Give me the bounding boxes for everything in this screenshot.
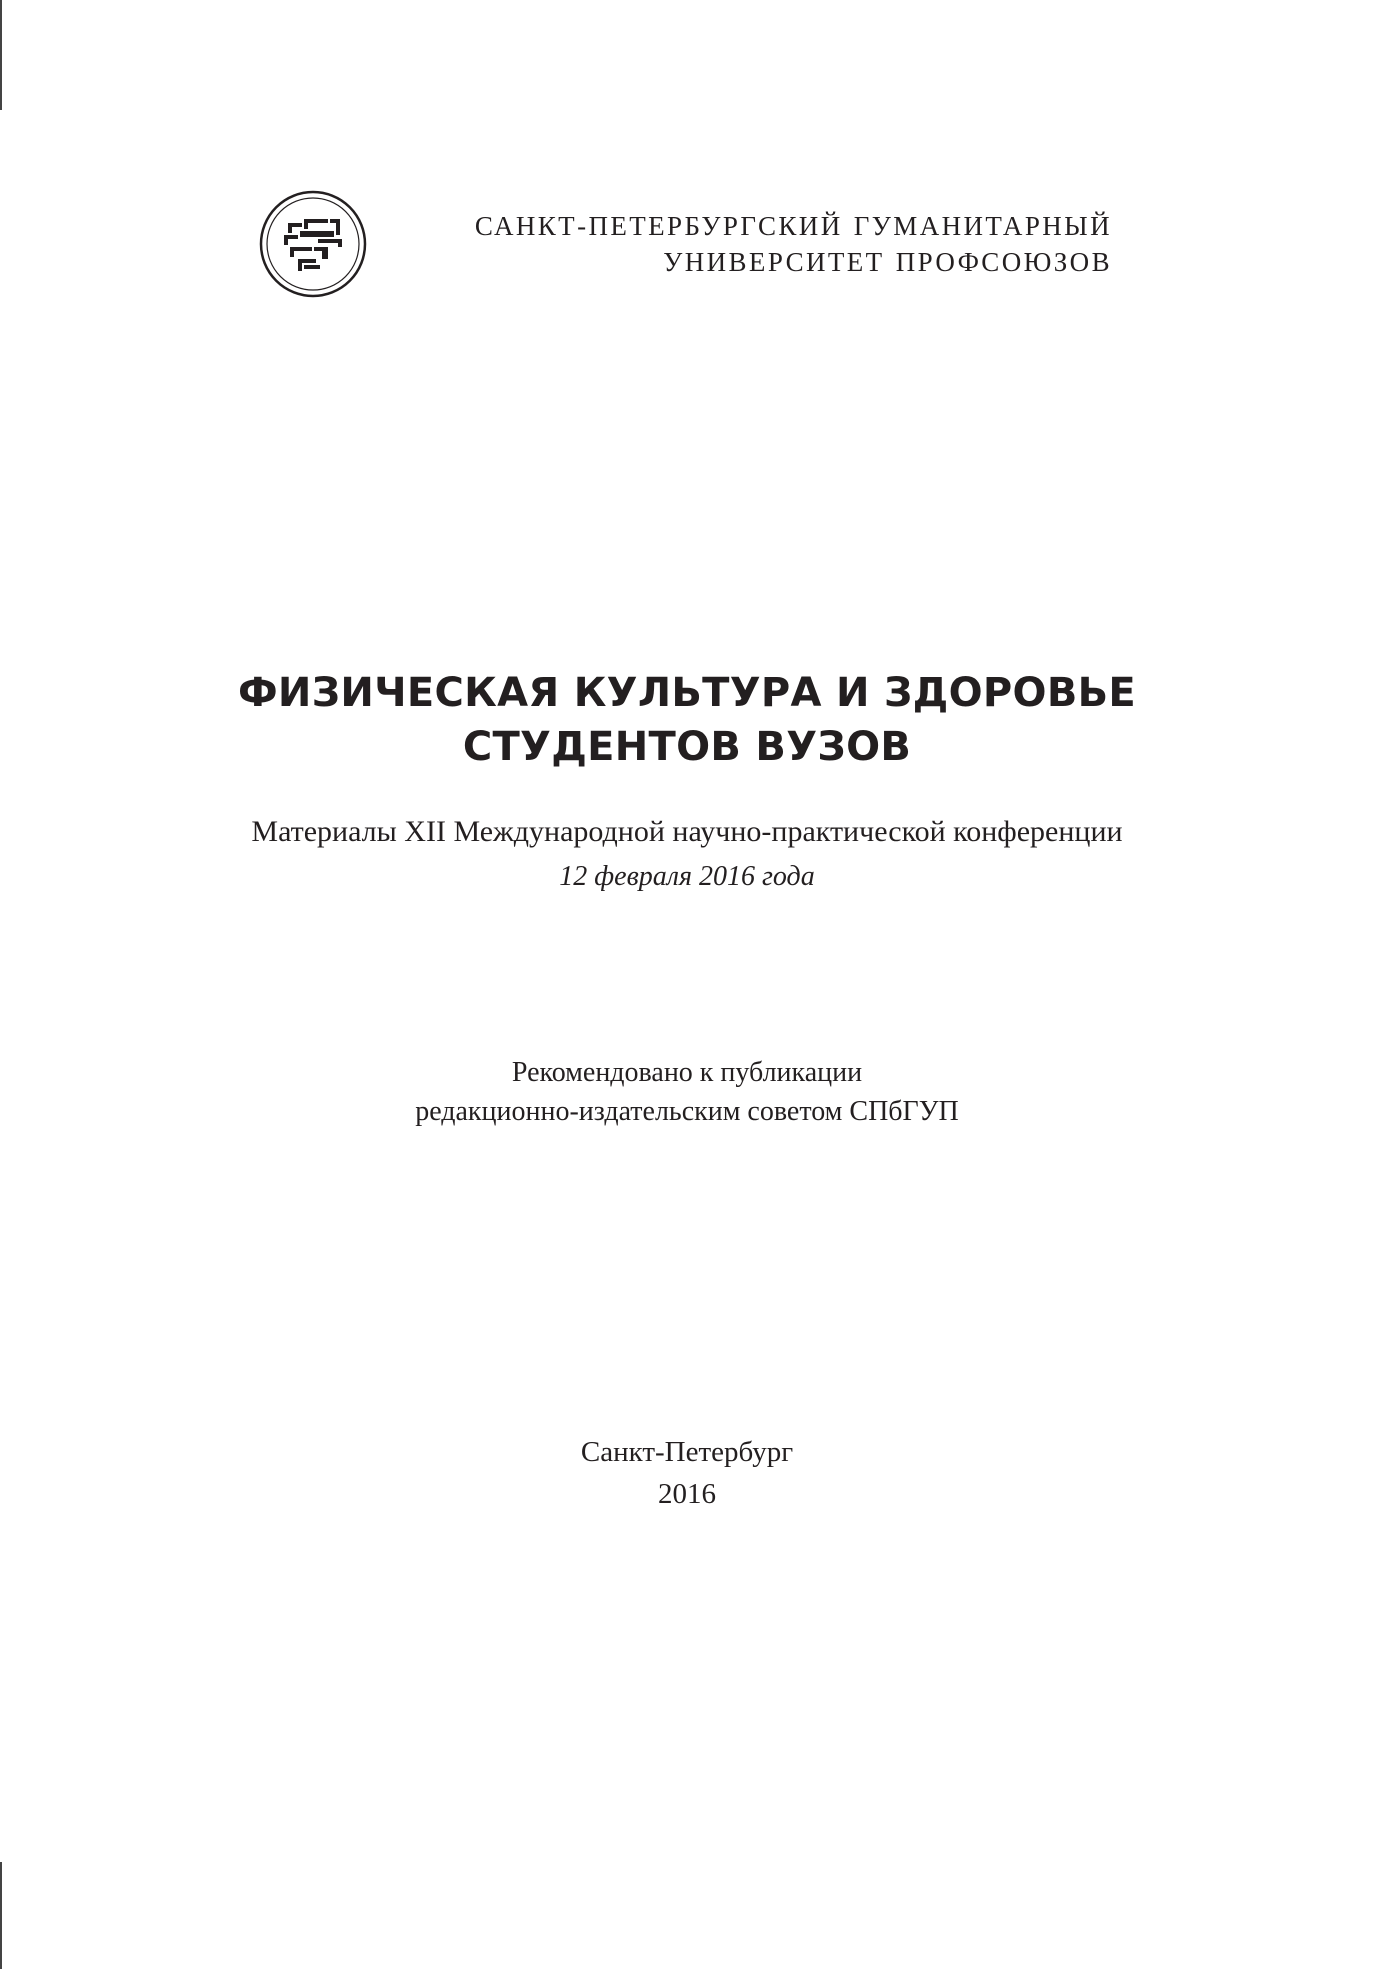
document-title-line1: ФИЗИЧЕСКАЯ КУЛЬТУРА И ЗДОРОВЬЕ: [237, 670, 1137, 716]
university-name-line2: УНИВЕРСИТЕТ ПРОФСОЮЗОВ: [663, 247, 1112, 277]
imprint-city: Санкт-Петербург: [580, 1436, 794, 1468]
crop-mark-bottom: [0, 1862, 2, 1969]
crop-mark-top: [0, 0, 2, 110]
university-name: [475, 208, 1112, 280]
university-emblem-icon: [258, 189, 368, 299]
recommendation-line1: Рекомендовано к публикации: [511, 1057, 863, 1088]
recommendation-line2: редакционно-издательским советом СПбГУП: [415, 1096, 959, 1127]
document-title-line2: СТУДЕНТОВ ВУЗОВ: [462, 724, 912, 770]
document-subtitle: Материалы XII Международной научно-практической конференции: [251, 815, 1123, 848]
imprint-year: 2016: [658, 1478, 716, 1510]
conference-date: 12 февраля 2016 года: [559, 861, 815, 892]
university-name-line1: САНКТ-ПЕТЕРБУРГСКИЙ ГУМАНИТАРНЫЙ: [474, 211, 1112, 241]
document-title: [0, 666, 1374, 774]
publication-recommendation: [0, 1053, 1374, 1131]
imprint: [0, 1431, 1374, 1515]
